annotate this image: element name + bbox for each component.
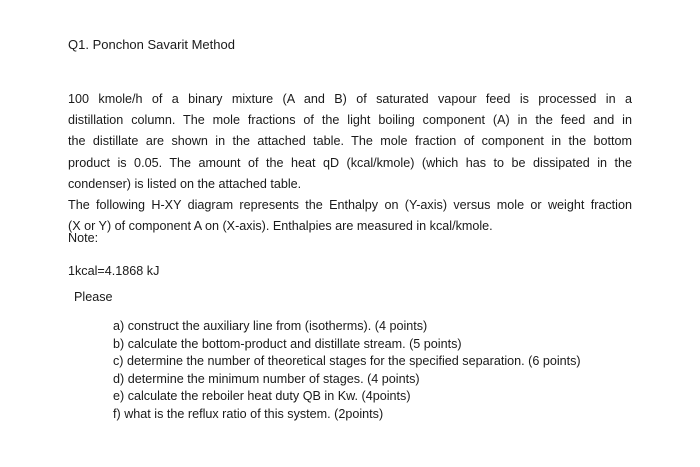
problem-statement bbox=[68, 89, 632, 237]
paragraph-line: condenser) is listed on the attached table. bbox=[68, 176, 302, 191]
paragraph-line: (X or Y) of component A on (X-axis). Enthalpies are measured in kcal/kmole. bbox=[68, 219, 493, 234]
task-item: e) calculate the reboiler heat duty QB in Kw. (4points) bbox=[113, 389, 411, 404]
task-item: c) determine the number of theoretical stages for the specified separation. (6 points) bbox=[113, 354, 581, 369]
question-title: Q1. Ponchon Savarit Method bbox=[68, 37, 235, 52]
paragraph-line: The following H-XY diagram represents the Enthalpy on (Y-axis) versus mole or weight fraction bbox=[68, 197, 632, 212]
paragraph-line: 100 kmole/h of a binary mixture (A and B) of saturated vapour feed is processed in a bbox=[68, 92, 632, 106]
unit-conversion: 1kcal=4.1868 kJ bbox=[68, 264, 160, 278]
task-item: f) what is the reflux ratio of this system. (2points) bbox=[113, 406, 384, 421]
task-item: a) construct the auxiliary line from (isotherms). (4 points) bbox=[113, 319, 428, 333]
note-label: Note: bbox=[68, 231, 99, 245]
paragraph-line: product is 0.05. The amount of the heat qD (kcal/kmole) (which has to be dissipated in the bbox=[68, 155, 632, 170]
task-item: d) determine the minimum number of stages. (4 points) bbox=[113, 371, 420, 386]
paragraph-line: distillation column. The mole fractions of the light boiling component (A) in the feed and in bbox=[68, 113, 632, 128]
task-item: b) calculate the bottom-product and distillate stream. (5 points) bbox=[113, 336, 462, 351]
please-label: Please bbox=[74, 290, 113, 304]
paragraph-line: the distillate are shown in the attached table. The mole fraction of component in the bottom bbox=[68, 134, 632, 149]
task-list bbox=[113, 318, 581, 424]
